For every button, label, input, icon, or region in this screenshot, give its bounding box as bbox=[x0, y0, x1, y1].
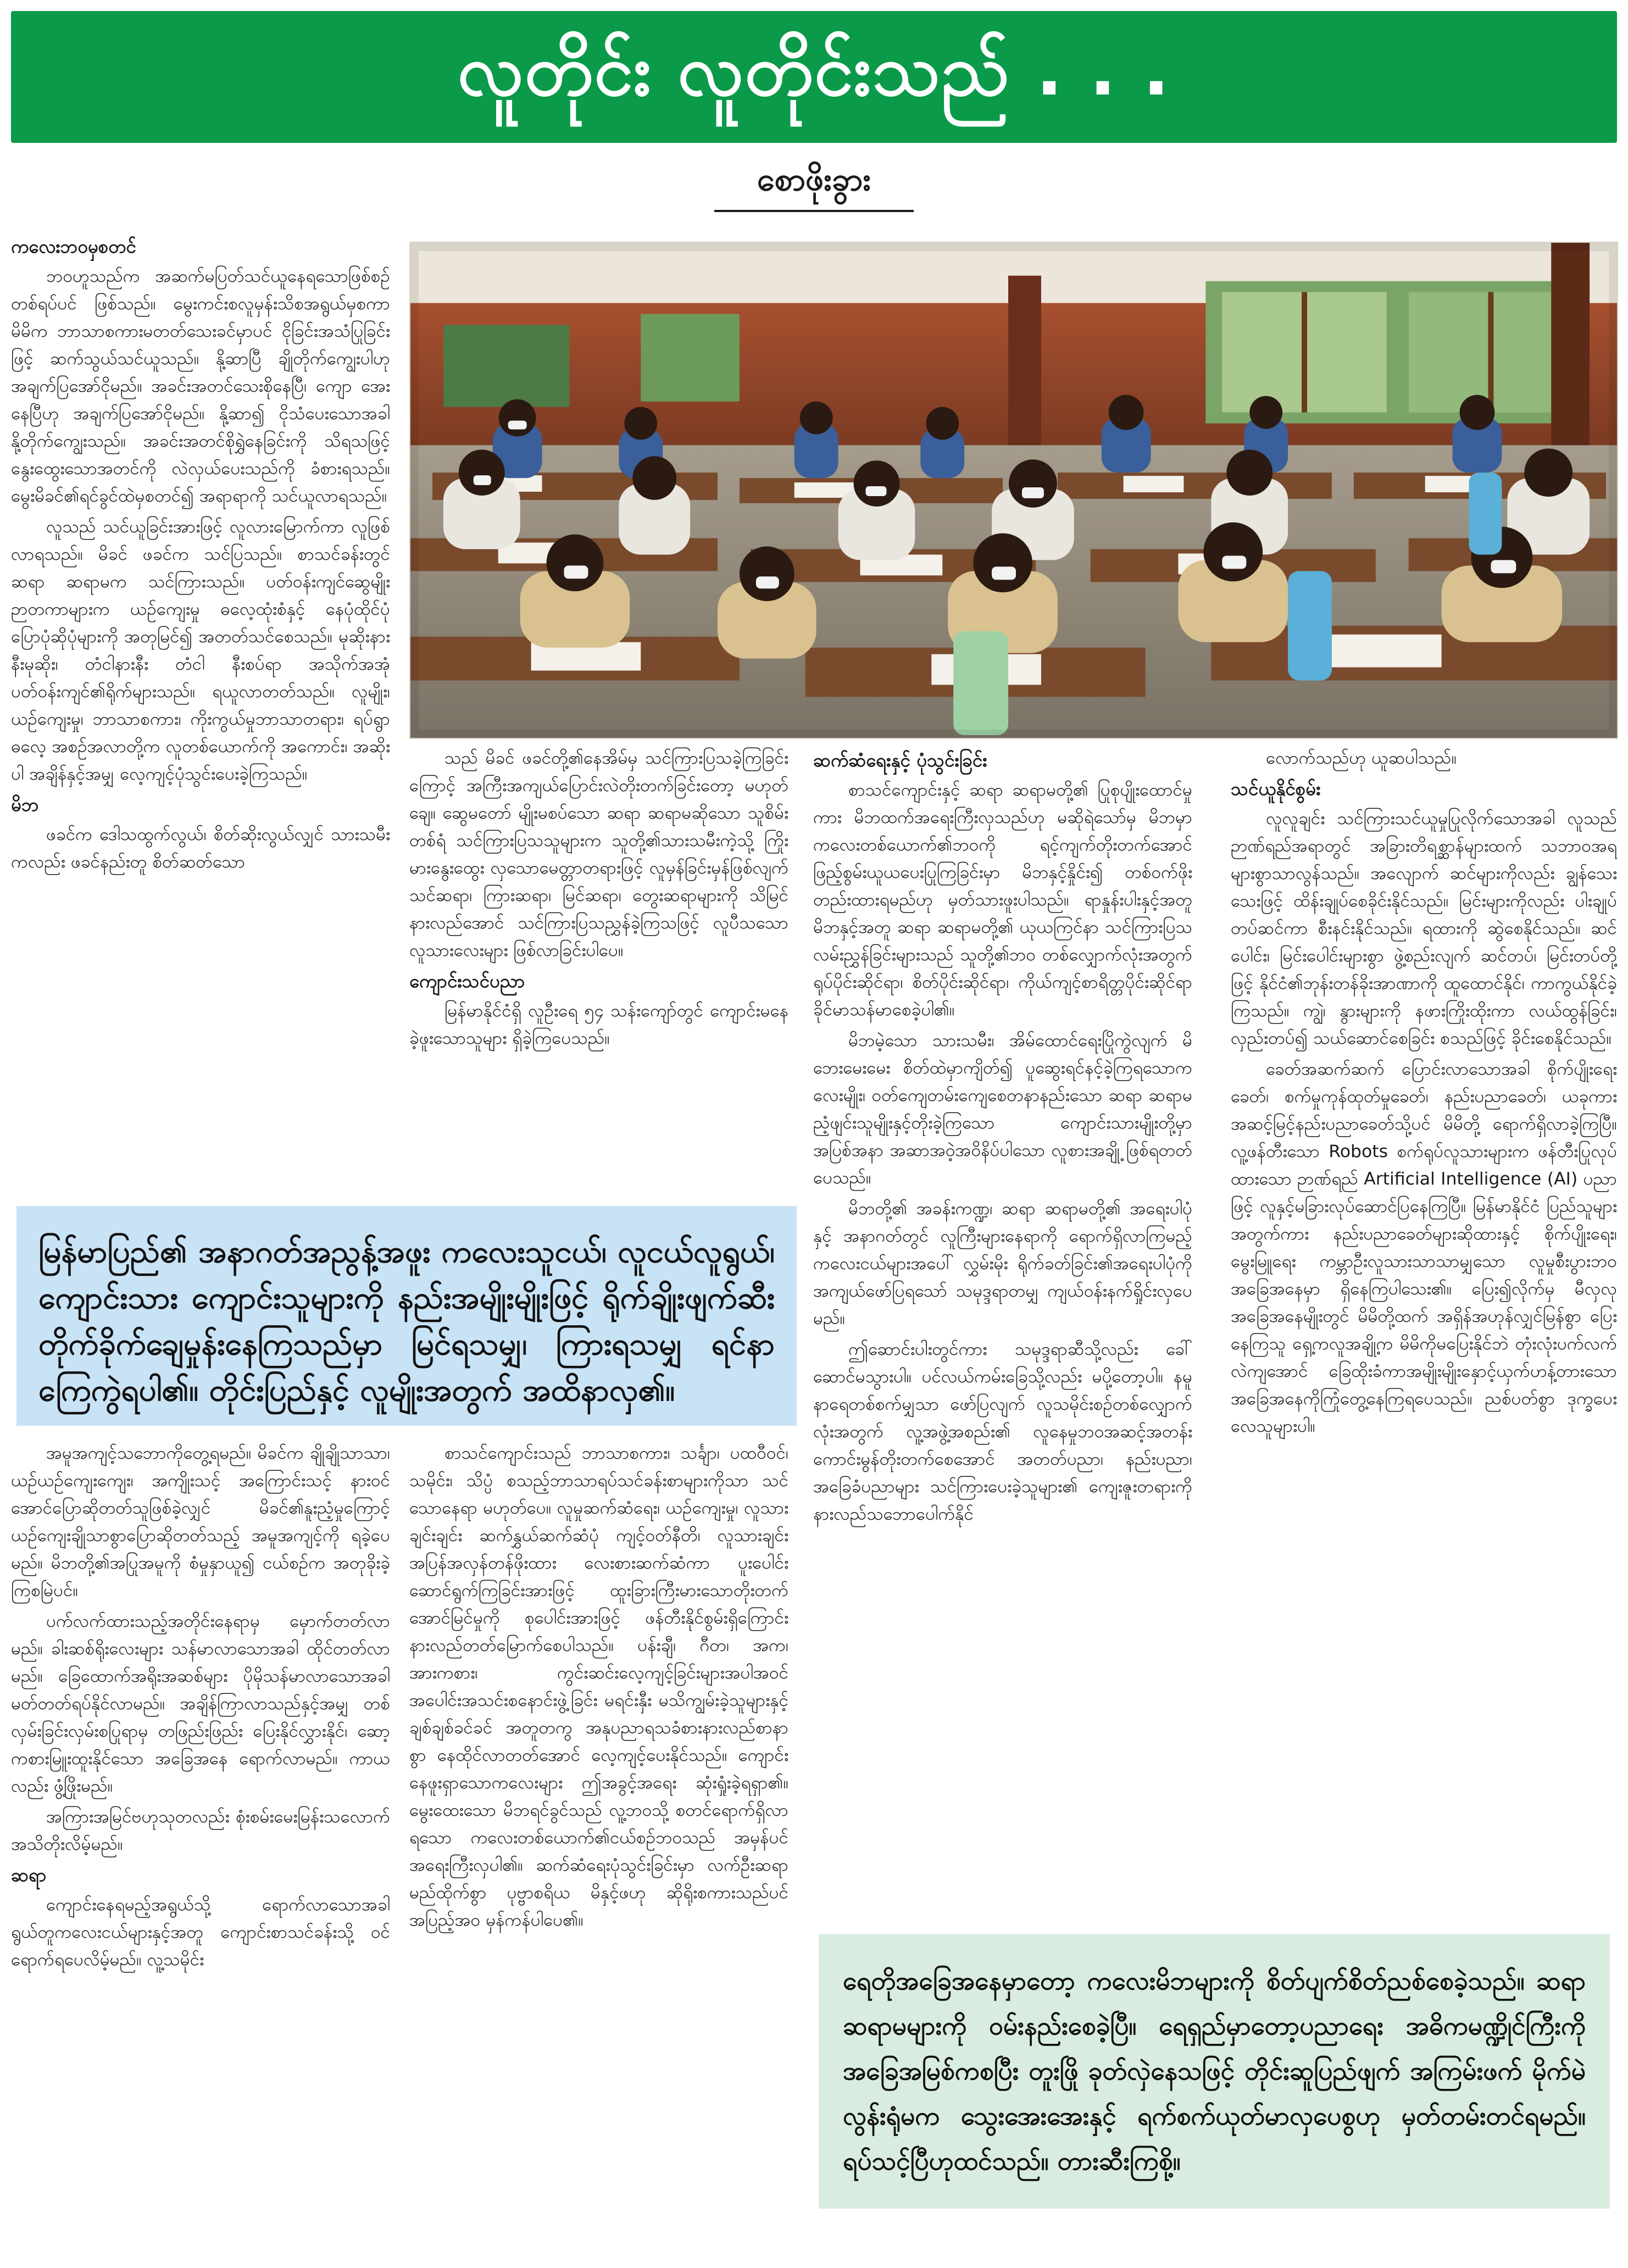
byline bbox=[714, 159, 914, 214]
author-name: စောဖိုးခွား bbox=[757, 160, 871, 198]
paragraph: ခေတ်အဆက်ဆက် ပြောင်းလာသောအခါ စိုက်ပျိုးရေးခေတ်၊ စက်မှုကုန်ထုတ်မှုခေတ်၊ နည်းပညာခေတ်၊ ယခုကား အဆင့်မြင့်နည်းပညာခေတ်သို့ပင် မိမိတို့ ရောက်ရှိလာခဲ့ကြပြီ။ လူ့ဖန်တီးသော Robots စက်ရုပ်လူသားများက ဖန်တီးပြုလုပ်ထားသော ဉာဏ်ရည် Artificial Intelligence (AI) ပညာဖြင့် လူနှင့်မခြားလုပ်ဆောင်ပြနေကြပြီ။ မြန်မာနိုင်ငံ ပြည်သူများအတွက်ကား နည်းပညာခေတ်များဆိုထားနှင့် စိုက်ပျိုးရေး၊ မွေးမြူရေး ကမ္ဘာဦးလူသားသာသာမျှသော လူမှုစီးပွားဘဝအခြေအနေမှာ ရှိနေကြပါသေး၏။ ပြေး၍လိုက်မှ မီလှလုအခြေအနေမျိုးတွင် မိမိတို့ထက် အရှိန်အဟုန်လျှင်မြန်စွာ ပြေးနေကြသူ ရှေ့ကလူအချို့က မိမိကိုမပြေးနိုင်ဘဲ တုံးလုံးပက်လက်လဲကျအောင် ခြေထိုးခံကာအမျိုးမျိုးနှောင့်ယှက်ဟန့်တားသောအခြေအနေကိုကြုံတွေ့နေကြရပေသည်။ ညစ်ပတ်စွာ ဒုက္ခပေးလေသူများပါ။ bbox=[1231, 1059, 1617, 1436]
subheading: ကျောင်းသင်ပညာ bbox=[409, 970, 525, 992]
column-2-bottom bbox=[409, 1439, 788, 2258]
pull-quote-1: မြန်မာပြည်၏ အနာဂတ်အညွန့်အဖူး ကလေးသူငယ်၊ လူငယ်လူရွယ်၊ ကျောင်းသား ကျောင်းသူများကို နည်းအမျိုးမျိုးဖြင့် ရိုက်ချိုးဖျက်ဆီး တိုက်ခိုက်ချေမှုန်းနေကြသည်မှာ မြင်ရသမျှ၊ ကြားရသမျှ ရင်နာကြေကွဲရပါ၏။ တိုင်းပြည်နှင့် လူမျိုးအတွက် အထိနာလှ၏။ bbox=[16, 1206, 797, 1426]
paragraph: လောက်သည်ဟု ယူဆပါသည်။ bbox=[1266, 748, 1457, 768]
column-1-bottom bbox=[11, 1439, 390, 2258]
paragraph: ဖခင်က ဒေါသထွက်လွယ်၊ စိတ်ဆိုးလွယ်လျှင် သားသမီးကလည်း ဖခင်နည်းတူ စိတ်ဆတ်သော bbox=[11, 825, 390, 872]
column-2 bbox=[409, 744, 788, 1195]
subheading: ကလေးဘဝမှစတင် bbox=[11, 236, 136, 257]
subheading: သင်ယူနိုင်စွမ်း bbox=[1231, 778, 1321, 799]
pull-quote-2: ရေတိုအခြေအနေမှာတော့ ကလေးမိဘများကို စိတ်ပျက်စိတ်ညစ်စေခဲ့သည်။ ဆရာ ဆရာမများကို ဝမ်းနည်းစေခဲ့ပြီ။ ရေရှည်မှာတော့ပညာရေး အဓိကမဏ္ဍိုင်ကြီးကို အခြေအမြစ်ကစပြီး တူးဖြို ခုတ်လှဲနေသဖြင့် တိုင်းဆူပြည်ဖျက် အကြမ်းဖက် မိုက်မဲလွန်းရုံမက သွေးအေးအေးနှင့် ရက်စက်ယုတ်မာလှပေစွဟု မှတ်တမ်းတင်ရမည်။ ရပ်သင့်ပြီဟုထင်သည်။ တားဆီးကြစို့။ bbox=[819, 1934, 1610, 2209]
classroom-photo-illustration bbox=[410, 243, 1617, 738]
paragraph: ပက်လက်ထားသည့်အတိုင်းနေရာမှ မှောက်တတ်လာမည်။ ခါးဆစ်ရိုးလေးများ သန်မာလာသောအခါ ထိုင်တတ်လာမည်။ ခြေထောက်အရိုးအဆစ်များ ပိုမိုသန်မာလာသောအခါ မတ်တတ်ရပ်နိုင်လာမည်။ အချိန်ကြာလာသည်နှင့်အမျှ တစ်လှမ်းခြင်းလှမ်းစပြုရာမှ တဖြည်းဖြည်း ပြေးနိုင်လွှားနိုင်၊ ဆော့ကစားမြူးထူးနိုင်သော အခြေအနေ ရောက်လာမည်။ ကာယလည်း ဖွံ့ဖြိုးမည်။ bbox=[11, 1611, 390, 1796]
subheading: မိဘ bbox=[11, 794, 39, 815]
paragraph: ဤဆောင်းပါးတွင်ကား သမုဒ္ဒရာဆီသို့လည်း ခေါ်ဆောင်မသွားပါ။ ပင်လယ်ကမ်းခြေသို့လည်း မပို့တော့ပါ။ နမူနာရေတစ်စက်မျှသာ ဖော်ပြလျက် လူသမိုင်းစဉ်တစ်လျှောက်လုံးအတွက် လူ့အဖွဲ့အစည်း၏ လူနေမှုဘဝအဆင့်အတန်း ကောင်းမွန်တိုးတက်စေအောင် အတတ်ပညာ၊ နည်းပညာ၊ အခြေခံပညာများ သင်ကြားပေးခဲ့သူများ၏ ကျေးဇူးတရားကို နားလည်သဘောပေါက်နိုင် bbox=[813, 1339, 1192, 1524]
byline-rule bbox=[714, 210, 914, 212]
paragraph: မိဘတို့၏ အခန်းကဏ္ဍ၊ ဆရာ ဆရာမတို့၏ အရေးပါပုံနှင့် အနာဂတ်တွင် လူကြီးများနေရာကို ရောက်ရှိလာကြမည့် ကလေးငယ်များအပေါ် လွှမ်းမိုး ရိုက်ခတ်ခြင်း၏အရေးပါပုံကို အကျယ်ဖော်ပြရသော် သမုဒ္ဒရာတမျှ ကျယ်ဝန်းနက်ရှိုင်းလှပေမည်။ bbox=[813, 1199, 1192, 1328]
headline: လူတိုင်း လူတိုင်းသည် . . . bbox=[457, 29, 1171, 112]
paragraph: လူသည် သင်ယူခြင်းအားဖြင့် လူလားမြောက်ကာ လူဖြစ်လာရသည်။ မိခင် ဖခင်က သင်ပြသည်။ စာသင်ခန်းတွင် ဆရာ ဆရာမက သင်ကြားသည်။ ပတ်ဝန်းကျင်ဆွေမျိုးဉာတကာများက ယဉ်ကျေးမှု ဓလေ့ထုံးစံနှင့် နေပုံထိုင်ပုံ ပြောပုံဆိုပုံများကို အတုမြင်၍ အတတ်သင်စေသည်။ မုဆိုးနားနီးမုဆိုး၊ တံငါနားနီး တံငါ နီးစပ်ရာ အသိုက်အအုံပတ်ဝန်းကျင်၏ရိုက်များသည်။ ရယူလာတတ်သည်။ လူမျိုး၊ ယဉ်ကျေးမှု၊ ဘာသာစကား၊ ကိုးကွယ်မှုဘာသာတရား၊ ရပ်ရွာဓလေ့ အစဉ်အလာတို့က လူတစ်ယောက်ကို အကောင်း၊ အဆိုးပါ အချိန်နှင့်အမျှ လေ့ကျင့်ပုံသွင်းပေးခဲ့ကြသည်။ bbox=[11, 517, 390, 784]
headline-banner bbox=[11, 11, 1617, 143]
column-1 bbox=[11, 231, 390, 1165]
paragraph: မြန်မာနိုင်ငံရှိ လူဦးရေ ၅၄ သန်းကျော်တွင် ကျောင်းမနေခဲ့ဖူးသောသူများ ရှိခဲ့ကြပေသည်။ bbox=[409, 1001, 788, 1048]
paragraph: မိဘမဲ့သော သားသမီး၊ အိမ်ထောင်ရေးပြိုကွဲလျက် မိဘေးမေးမေး စိတ်ထဲမှာကျိတ်၍ ပူဆွေးရင်နင့်ခဲ့ကြရသောကလေးမျိုး၊ ဝတ်ကျေတမ်းကျေစေတနာနည်းသော ဆရာ ဆရာမ ညံ့ဖျင်းသူမျိုးနှင့်တိုးခဲ့ကြသော ကျောင်းသားမျိုးတို့မှာ အပြစ်အနာ အဆာအဝဲ့အဝိနိပ်ပါသော လူစားအချို့ ဖြစ်ရတတ်ပေသည်။ bbox=[813, 1031, 1192, 1188]
paragraph: စာသင်ကျောင်းသည် ဘာသာစကား၊ သင်္ချာ၊ ပထဝီဝင်၊ သမိုင်း၊ သိပ္ပံ စသည့်ဘာသာရပ်သင်ခန်းစာများကိုသာ သင်သောနေရာ မဟုတ်ပေ။ လူမှုဆက်ဆံရေး၊ ယဉ်ကျေးမှု၊ လူသားချင်းချင်း ဆက်နွှယ်ဆက်ဆံပုံ ကျင့်ဝတ်နီတိ၊ လူသားချင်း အပြန်အလှန်တန်ဖိုးထား လေးစားဆက်ဆံကာ ပူးပေါင်းဆောင်ရွက်ကြခြင်းအားဖြင့် ထူးခြားကြီးမားသောတိုးတက်အောင်မြင်မှုကို စုပေါင်းအားဖြင့် ဖန်တီးနိုင်စွမ်းရှိကြောင်း နားလည်တတ်မြောက်စေပါသည်။ ပန်းချီ၊ ဂီတ၊ အက၊ အားကစား၊ ကွင်းဆင်းလေ့ကျင့်ခြင်းများအပါအဝင် အပေါင်းအသင်းစနောင်းဖွဲ့ခြင်း မရင်းနှီး မသိကျွမ်းခဲ့သူများနှင့် ချစ်ချစ်ခင်ခင် အတူတကွ အနုပညာရသခံစားနားလည်စာနာစွာ နေထိုင်လာတတ်အောင် လေ့ကျင့်ပေးနိုင်သည်။ ကျောင်းနေဖူးရှာသောကလေးများ ဤအခွင့်အရေး ဆုံးရှုံးခဲ့ရရှာ၏။ မွေးထေးသော မိဘရင်ခွင်သည် လူ့ဘဝသို့ စတင်ရောက်ရှိလာရသော ကလေးတစ်ယောက်၏ငယ်စဉ်ဘဝသည် အမှန်ပင်အရေးကြီးလှပါ၏။ ဆက်ဆံရေးပုံသွင်းခြင်းမှာ လက်ဦးဆရာ မည်ထိုက်စွာ ပုဗ္ဗာစရိယ မိနှင့်ဖဟု ဆိုရိုးစကားသည်ပင် အပြည့်အဝ မှန်ကန်ပါပေ၏။ bbox=[409, 1443, 788, 1930]
column-4 bbox=[1231, 744, 1617, 1915]
column-3 bbox=[813, 744, 1192, 1915]
paragraph: သည် မိခင် ဖခင်တို့၏နေအိမ်မှ သင်ကြားပြသခဲ့ကြခြင်းကြောင့် အကြီးအကျယ်ပြောင်းလဲတိုးတက်ခြင်းတော့ မဟုတ်ချေ။ ဆွေမတော် မျိုးမစပ်သော ဆရာ ဆရာမဆိုသော သူစိမ်းတစ်ရံ သင်ကြားပြသသူများက သူတို့၏သားသမီးကဲ့သို့ ကြိုးမားနွေးထွေး လှသောမေတ္တာတရားဖြင့် လူမှန်ခြင်းမှန်ဖြစ်လျက် သင်ဆရာ၊ ကြားဆရာ၊ မြင်ဆရာ၊ တွေးဆရာများကို သိမြင်နားလည်အောင် သင်ကြားပြသညွှန်ခဲ့ကြသဖြင့် လူပီသသောလူသားလေးများ ဖြစ်လာခြင်းပါပေ။ bbox=[409, 748, 788, 960]
paragraph: အကြားအမြင်ဗဟုသုတလည်း စုံးစမ်းမေးမြန်းသလောက် အသိတိုးလိမ့်မည်။ bbox=[11, 1807, 390, 1854]
paragraph: လူလူချင်း သင်ကြားသင်ယူမှုပြုလိုက်သောအခါ လူသည် ဉာဏ်ရည်အရာတွင် အခြားတိရစ္ဆာန်များထက် သဘာဝအရ များစွာသာလွန်သည်။ အလျောက် ဆင်များကိုလည်း ချွန်သေးသေးဖြင့် ထိန်းချုပ်စေခိုင်းနိုင်သည်။ မြင်းများကိုလည်း ပါးချုပ်တပ်ဆင်ကာ စီးနင်းနိုင်သည်။ ရထားကို ဆွဲစေနိုင်သည်။ ဆင်ပေါင်း၊ မြင်းပေါင်းများစွာ ဖွဲ့စည်းလျက် ဆင်တပ်၊ မြင်းတပ်တို့ဖြင့် နိုင်ငံ၏ဘုန်းတန်ခိုးအာဏာကို ထူထောင်နိုင်၊ ကာကွယ်နိုင်ခဲ့ကြသည်။ ကျွဲ၊ နွားများကို နဖားကြိုးထိုးကာ လယ်ထွန်ခြင်း၊ လှည်းတပ်၍ သယ်ဆောင်စေခြင်း စသည်ဖြင့် ခိုင်းစေနိုင်သည်။ bbox=[1231, 809, 1617, 1048]
paragraph: စာသင်ကျောင်းနှင့် ဆရာ ဆရာမတို့၏ ပြုစုပျိုးထောင်မှုကား မိဘထက်အရေးကြီးလှသည်ဟု မဆိုရဲသော်မှ မိဘမှာ ကလေးတစ်ယောက်၏ဘဝကို ရင့်ကျက်တိုးတက်အောင် ဖြည့်စွမ်းယူယပေးပြုကြခြင်းမှာ မိဘနှင့်နှိုင်း၍ တစ်ဝက်ဖိုးတည်းထားရမည်ဟု မှတ်သားဖူးပါသည်။ ရာနှုန်းပါးနှင့်အတူ မိဘနှင့်အတူ ဆရာ ဆရာမတို့၏ ယုယကြင်နာ သင်ကြားပြသလမ်းညွှန်ခြင်းများသည် သူတို့၏ဘဝ တစ်လျှောက်လုံးအတွက် ရုပ်ပိုင်းဆိုင်ရာ၊ စိတ်ပိုင်းဆိုင်ရာ၊ ကိုယ်ကျင့်စာရိတ္တပိုင်းဆိုင်ရာ ခိုင်မာသန်မာစေခဲ့ပါ၏။ bbox=[813, 780, 1192, 1020]
paragraph: ကျောင်းနေရမည့်အရွယ်သို့ ရောက်လာသောအခါ ရွယ်တူကလေးငယ်များနှင့်အတူ ကျောင်းစာသင်ခန်းသို့ ဝင်ရောက်ရပေလိမ့်မည်။ လူ့သမိုင်း bbox=[11, 1895, 390, 1970]
subheading: ဆရာ bbox=[11, 1864, 47, 1886]
paragraph: ဘဝဟူသည်က အဆက်မပြတ်သင်ယူနေရသောဖြစ်စဉ်တစ်ရပ်ပင် ဖြစ်သည်။ မွေးကင်းစလူမှန်းသိစအရွယ်မှစကာ မိမိက ဘာသာစကားမတတ်သေးခင်မှာပင် ငိုခြင်းအသံပြုခြင်းဖြင့် ဆက်သွယ်သင်ယူသည်။ နို့ဆာပြီ ချိုတိုက်ကျွေးပါဟု အချက်ပြအော်ငိုမည်။ အခင်းအတင်သေးစိုနေပြီ၊ ကျော အေးနေပြီဟု အချက်ပြအော်ငိုမည်။ နို့ဆာ၍ ငိုသံပေးသောအခါ နို့တိုက်ကျွေးသည်။ အခင်းအတင်စိုရွှဲနေခြင်းကို သိရသဖြင့် နွေးထွေးသောအတင်ကို လဲလှယ်ပေးသည်ကို ခံစားရသည်။ မွေးမိခင်၏ရင်ခွင်ထဲမှစတင်၍ အရာရာကို သင်ယူလာရသည်။ bbox=[11, 266, 390, 506]
paragraph: အမူအကျင့်သဘောကိုတွေ့ရမည်။ မိခင်က ချိုချိုသာသာ၊ ယဉ်ယဉ်ကျေးကျေး၊ အကျိုးသင့် အကြောင်းသင့် နားဝင်အောင်ပြောဆိုတတ်သူဖြစ်ခဲ့လျှင် မိခင်၏နူးညံ့မှုကြောင့် ယဉ်ကျေးချိုသာစွာပြောဆိုတတ်သည့် အမူအကျင့်ကို ရခဲ့ပေမည်။ မိဘတို့၏အပြုအမူကို စံမှုနှာယူ၍ ငယ်စဉ်က အတုခိုးခဲ့ကြစမြဲပင်။ bbox=[11, 1443, 390, 1600]
subheading: ဆက်ဆံရေးနှင့် ပုံသွင်းခြင်း bbox=[813, 749, 987, 771]
classroom-exam-photo bbox=[409, 242, 1618, 739]
